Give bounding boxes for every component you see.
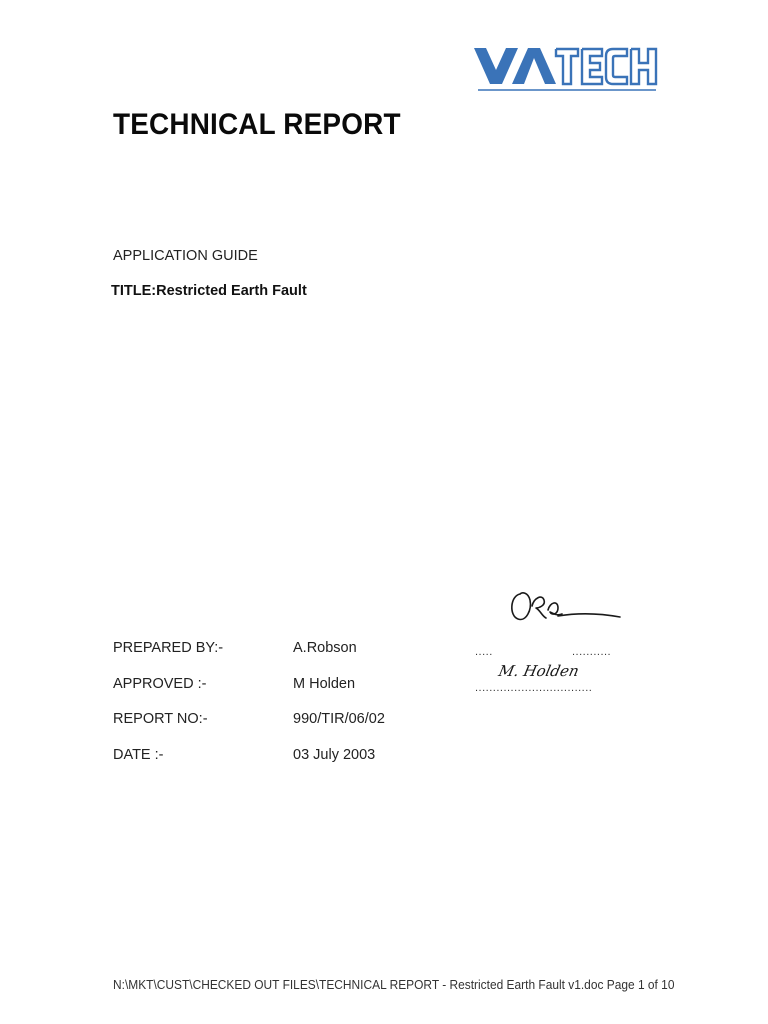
company-logo	[474, 44, 658, 92]
vatech-logo-graphic	[474, 44, 658, 92]
prepared-by-value: A.Robson	[293, 640, 357, 656]
document-type: APPLICATION GUIDE	[113, 248, 258, 264]
prepared-by-label: PREPARED BY:-	[113, 640, 224, 656]
report-no-value: 990/TIR/06/02	[293, 711, 385, 727]
approved-signature-text: M. Holden	[496, 662, 581, 680]
approved-by-signature	[496, 656, 581, 684]
approved-label: APPROVED :-	[113, 676, 207, 692]
report-title: TECHNICAL REPORT	[113, 108, 401, 141]
report-no-label: REPORT NO:-	[113, 711, 208, 727]
page-footer: N:\MKT\CUST\CHECKED OUT FILES\TECHNICAL REPORT - Restricted Earth Fault v1.doc Page 1 of 10	[113, 978, 675, 992]
date-value: 03 July 2003	[293, 747, 376, 763]
prepared-signature-line-left: .....	[475, 646, 493, 658]
prepared-by-signature	[506, 586, 626, 628]
date-label: DATE :-	[113, 747, 164, 763]
prepared-signature-line-right: ...........	[572, 646, 612, 658]
approved-value: M Holden	[293, 676, 356, 692]
document-title: TITLE:Restricted Earth Fault	[111, 283, 307, 299]
approved-signature-line: .................................	[475, 682, 593, 694]
